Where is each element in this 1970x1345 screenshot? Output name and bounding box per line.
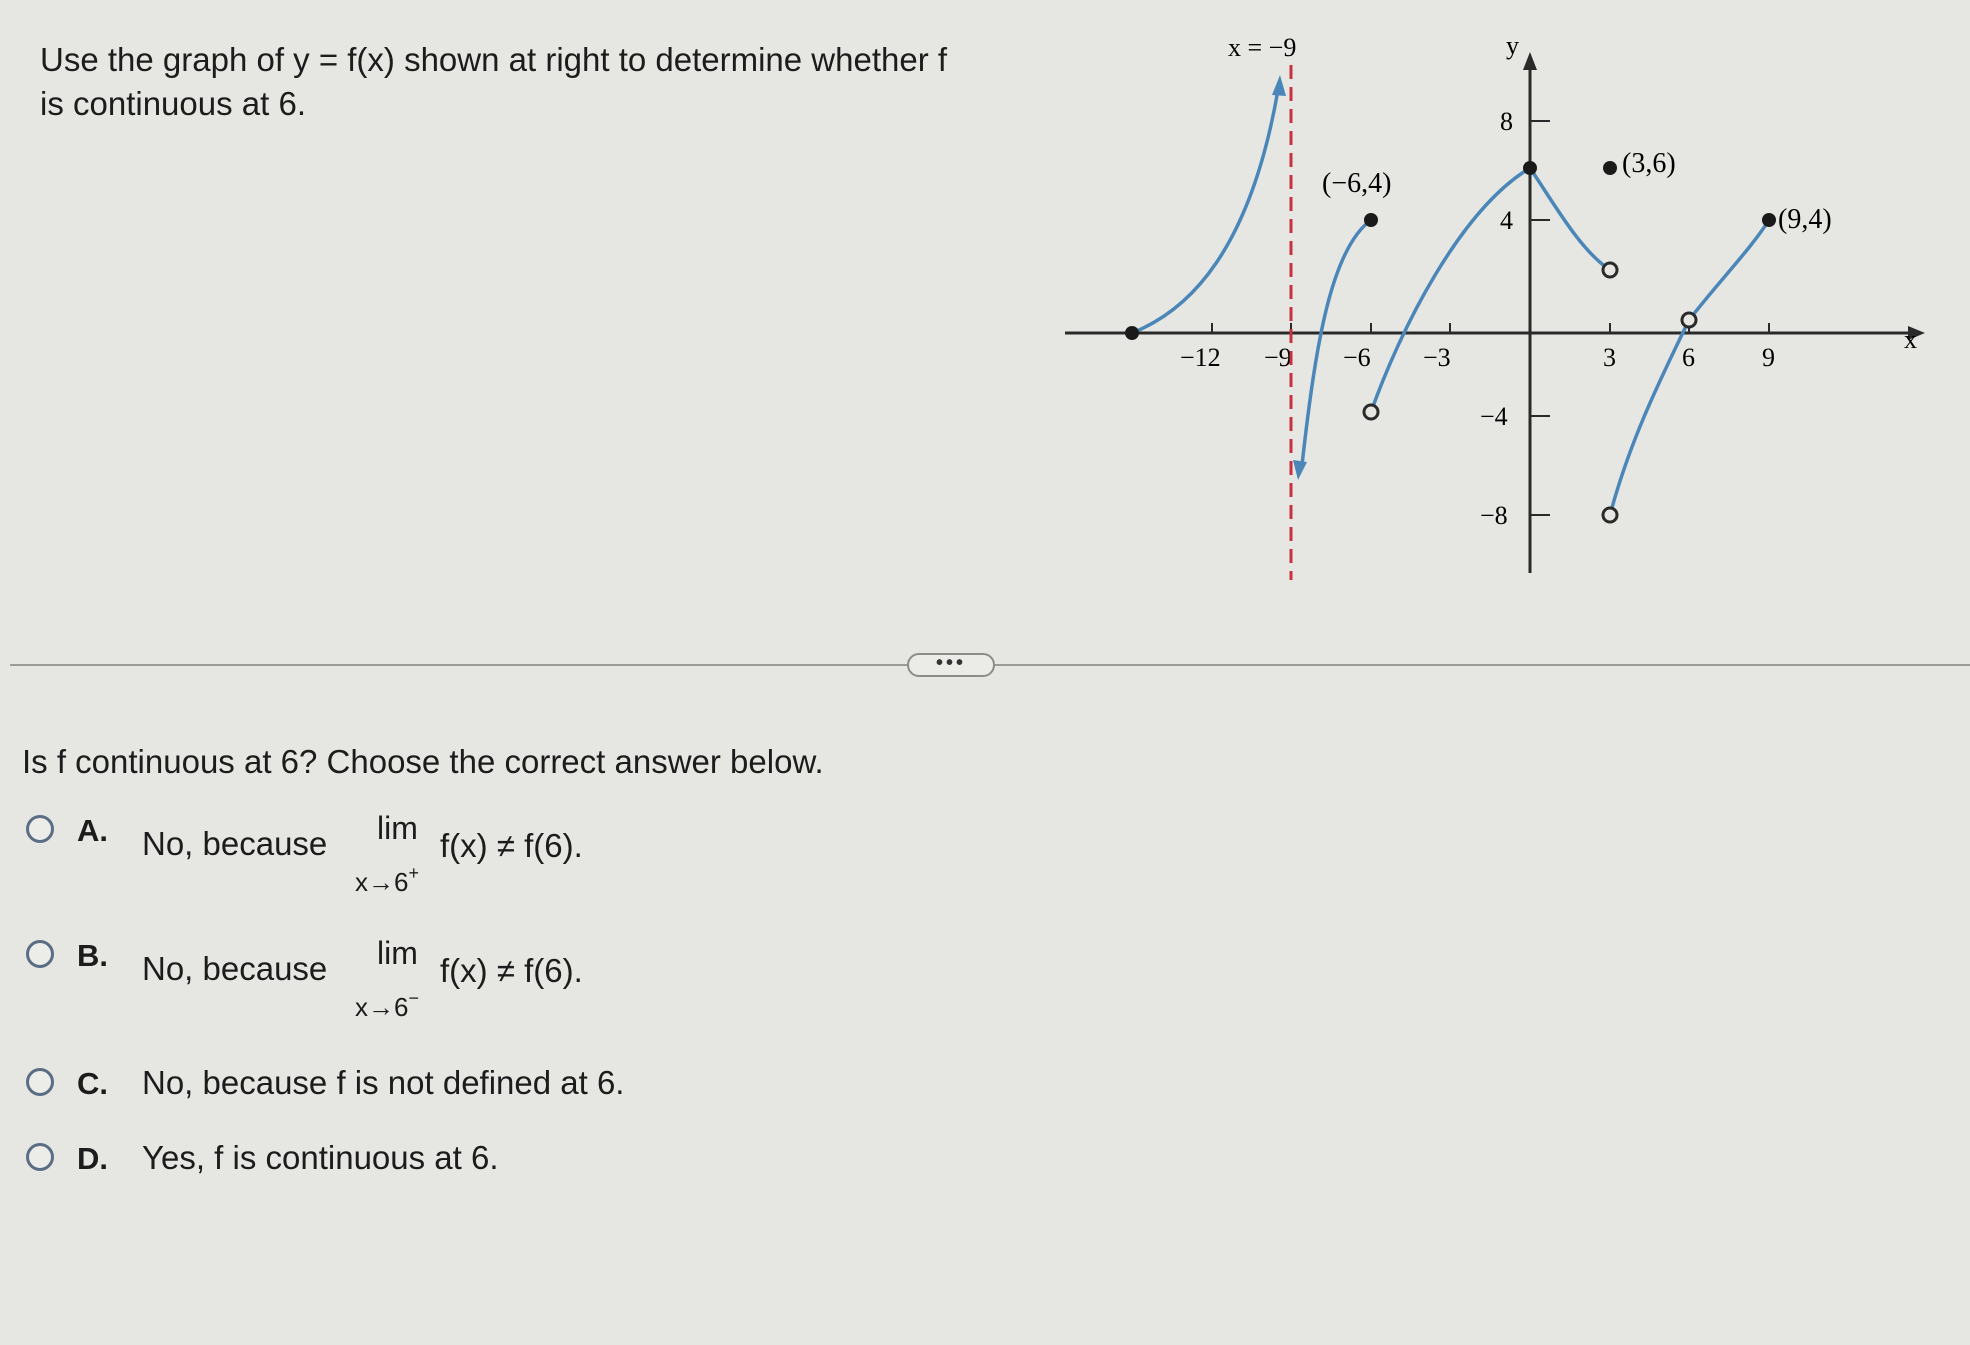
lim-approach: x→6 bbox=[355, 867, 409, 897]
lim-direction: − bbox=[408, 988, 419, 1008]
open-point bbox=[1682, 313, 1696, 327]
option-text: No, because bbox=[142, 950, 328, 987]
option-text: No, because f is not defined at 6. bbox=[142, 1064, 625, 1101]
radio-option-c[interactable] bbox=[26, 1068, 54, 1096]
x-tick-label: −9 bbox=[1264, 343, 1292, 372]
lim-subscript bbox=[355, 988, 419, 1023]
asymptote-label: x = −9 bbox=[1228, 33, 1297, 62]
option-d[interactable] bbox=[22, 1139, 742, 1203]
curve-middle bbox=[1371, 168, 1610, 412]
closed-point bbox=[1762, 213, 1776, 227]
point-label: (−6,4) bbox=[1322, 168, 1392, 199]
lim-text: lim bbox=[377, 935, 418, 971]
open-point bbox=[1364, 405, 1378, 419]
radio-option-b[interactable] bbox=[26, 940, 54, 968]
answer-prompt: Is f continuous at 6? Choose the correct answer below. bbox=[22, 743, 824, 780]
option-a[interactable] bbox=[22, 810, 742, 897]
x-tick-label: 6 bbox=[1682, 343, 1695, 372]
option-expression: f(x) ≠ f(6). bbox=[440, 827, 583, 864]
point-label: (3,6) bbox=[1622, 148, 1676, 179]
closed-point bbox=[1603, 161, 1617, 175]
option-letter: C. bbox=[77, 1066, 108, 1101]
function-graph bbox=[1040, 20, 1960, 600]
option-letter: A. bbox=[77, 813, 108, 848]
option-text: Yes, f is continuous at 6. bbox=[142, 1139, 499, 1176]
point-label: (9,4) bbox=[1778, 204, 1832, 235]
x-tick-label: −6 bbox=[1343, 343, 1371, 372]
closed-point bbox=[1364, 213, 1378, 227]
closed-point bbox=[1125, 326, 1139, 340]
open-point bbox=[1603, 263, 1617, 277]
x-axis-label: x bbox=[1904, 325, 1917, 354]
x-tick-label: 9 bbox=[1762, 343, 1775, 372]
radio-option-a[interactable] bbox=[26, 815, 54, 843]
curve-left-branch bbox=[1132, 90, 1278, 333]
closed-point bbox=[1523, 161, 1537, 175]
y-tick-label: −8 bbox=[1480, 501, 1508, 530]
more-button[interactable]: ••• bbox=[907, 653, 995, 677]
option-expression: f(x) ≠ f(6). bbox=[440, 952, 583, 989]
y-tick-label: 8 bbox=[1500, 107, 1513, 136]
open-point bbox=[1603, 508, 1617, 522]
y-axis-arrow bbox=[1523, 52, 1537, 70]
y-tick-label: 4 bbox=[1500, 206, 1513, 235]
radio-option-d[interactable] bbox=[26, 1143, 54, 1171]
question-text bbox=[40, 38, 1040, 126]
x-tick-label: −12 bbox=[1180, 343, 1221, 372]
lim-direction: + bbox=[408, 863, 419, 883]
y-tick-label: −4 bbox=[1480, 402, 1508, 431]
arrow-down-icon bbox=[1293, 460, 1307, 480]
option-c[interactable] bbox=[22, 1064, 742, 1128]
y-axis-label: y bbox=[1506, 31, 1519, 60]
lim-text: lim bbox=[377, 810, 418, 846]
option-b[interactable] bbox=[22, 935, 742, 1022]
question-line-1: Use the graph of y = f(x) shown at right to determine whether f bbox=[40, 41, 948, 78]
option-text: No, because bbox=[142, 825, 328, 862]
x-tick-label: −3 bbox=[1423, 343, 1451, 372]
x-tick-label: 3 bbox=[1603, 343, 1616, 372]
arrow-up-icon bbox=[1272, 75, 1286, 96]
option-letter: D. bbox=[77, 1141, 108, 1176]
option-letter: B. bbox=[77, 938, 108, 973]
question-line-2: is continuous at 6. bbox=[40, 85, 306, 122]
lim-approach: x→6 bbox=[355, 992, 409, 1022]
lim-subscript bbox=[355, 863, 419, 898]
